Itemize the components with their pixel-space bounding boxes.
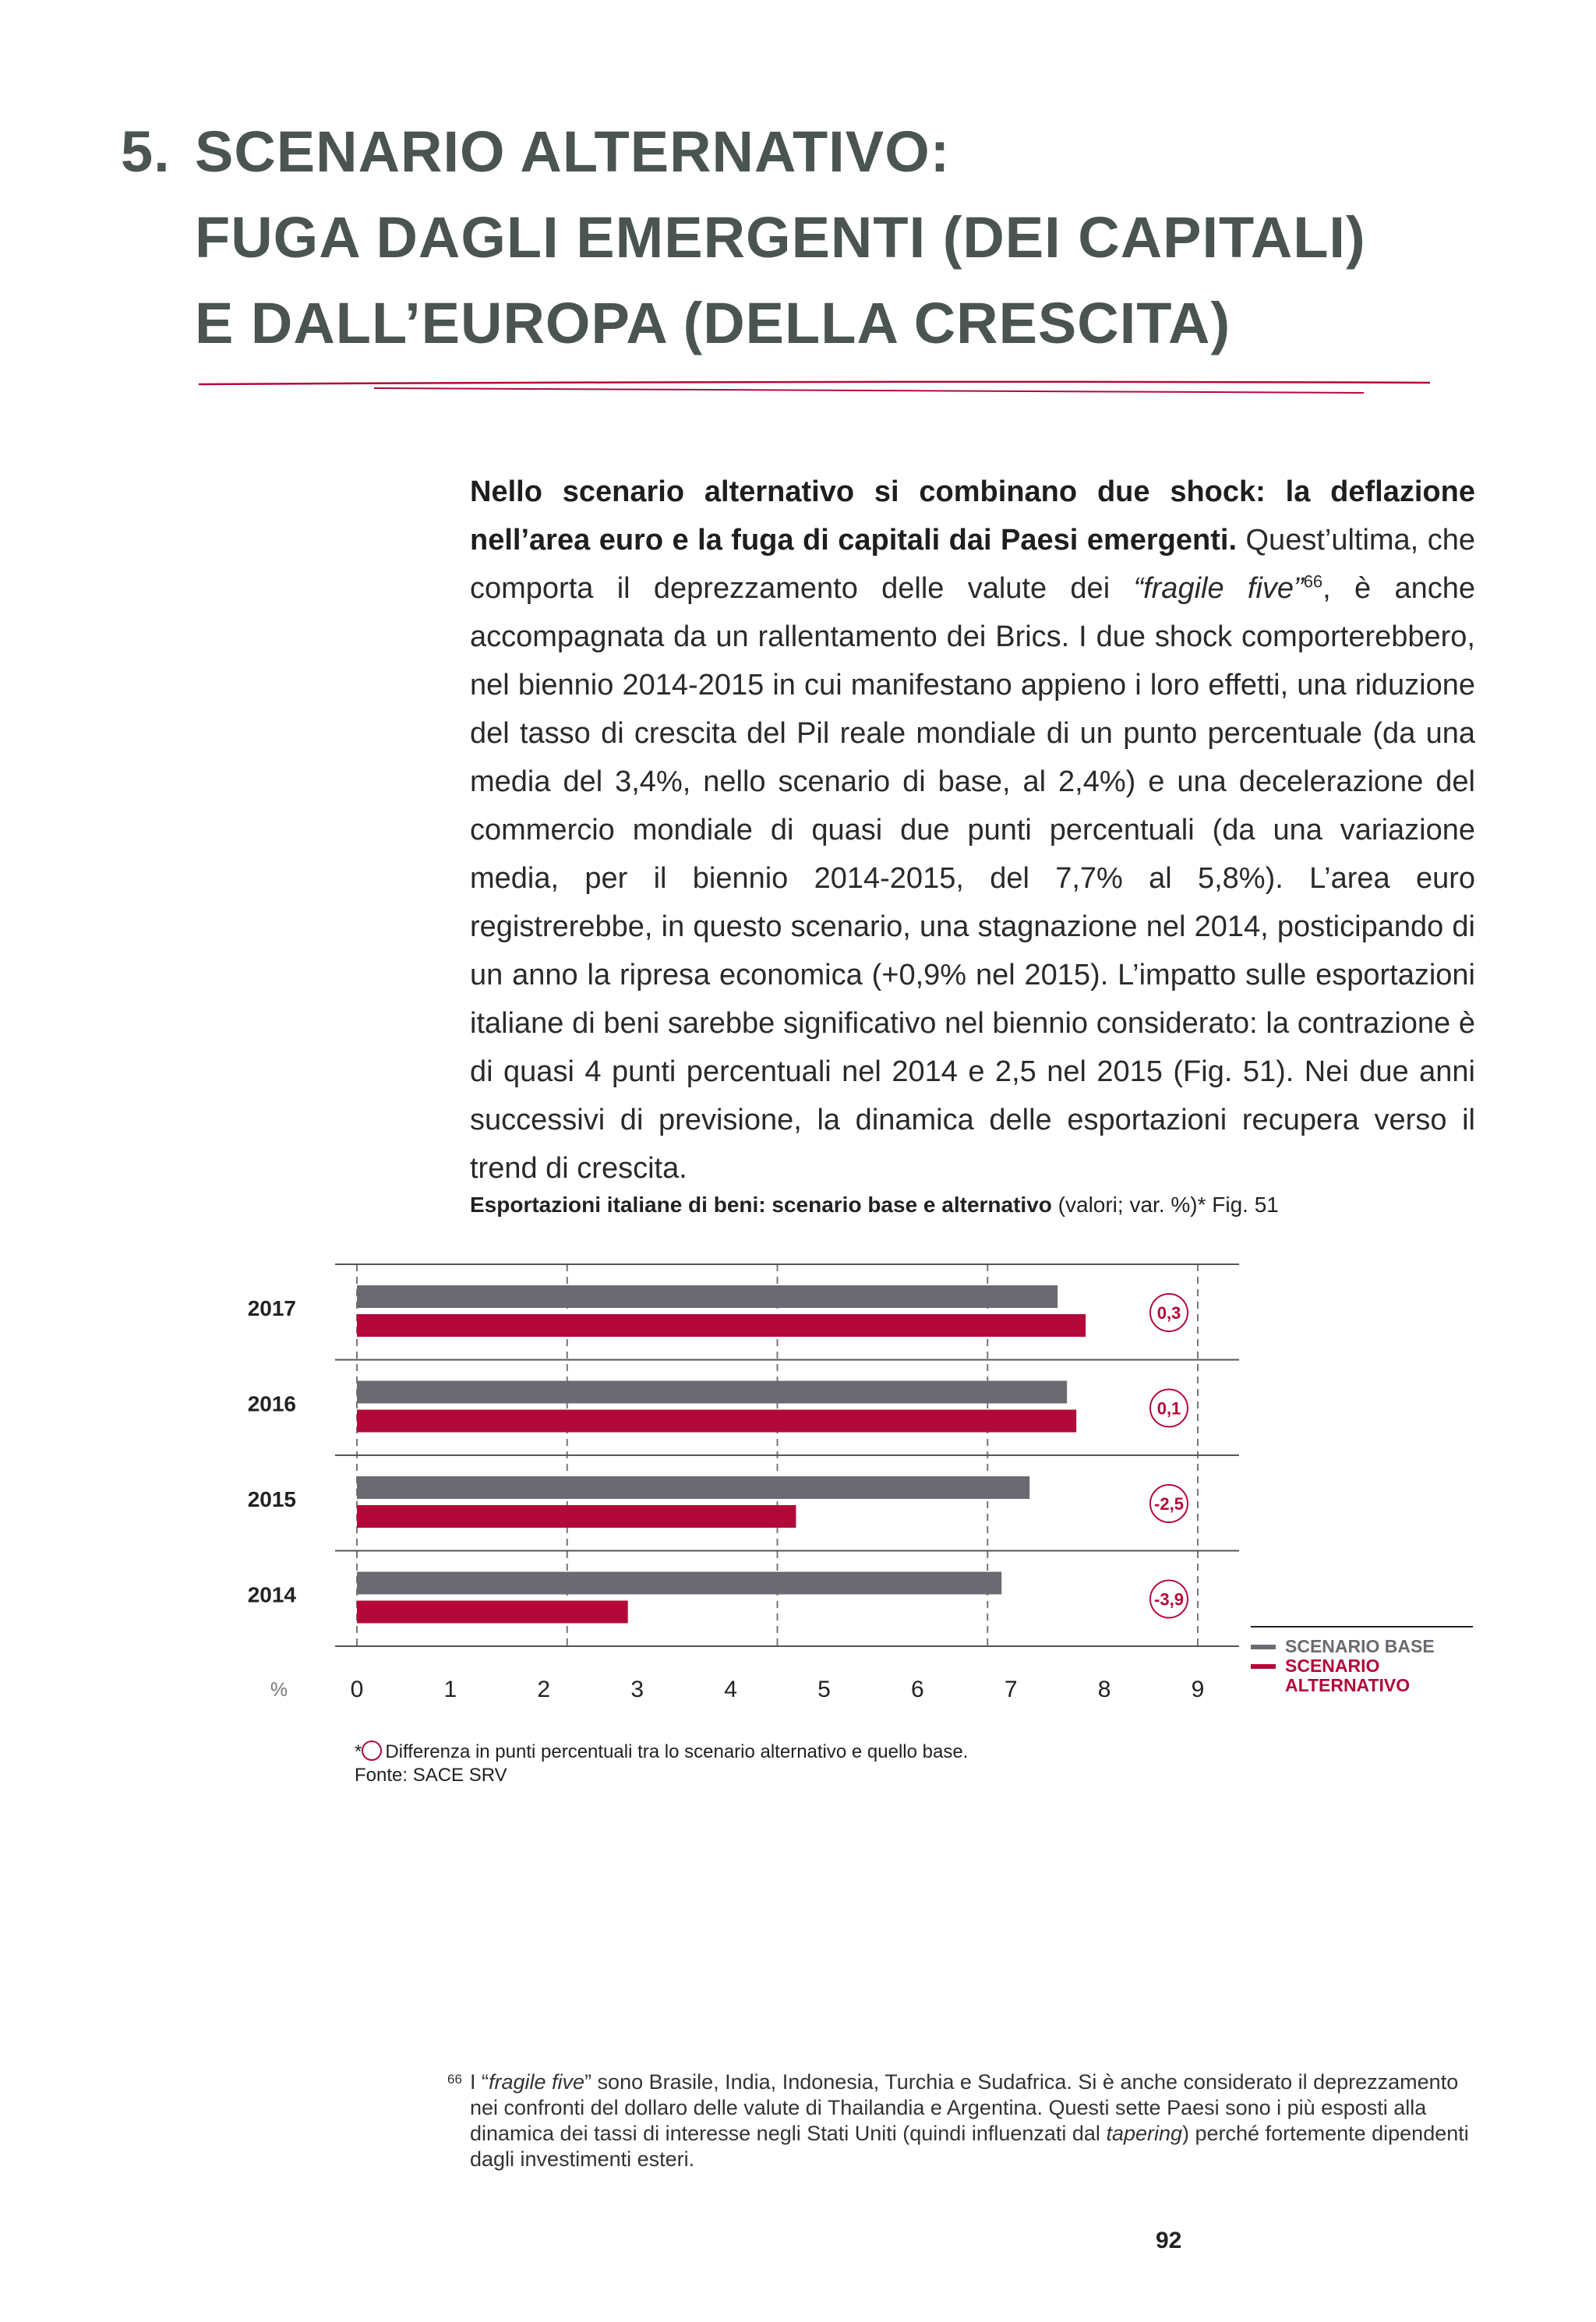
alt-bar [357,1314,1086,1337]
year-label: 2014 [247,1582,296,1607]
year-label: 2015 [247,1487,296,1511]
chart-legend [1251,1626,1473,1695]
x-tick-label: 8 [1097,1677,1111,1702]
x-tick-label: 1 [443,1677,457,1702]
body-paragraph: Nello scenario alternativo si combinano due shock: la deflazione nell’area euro e la fuga di capitali dai Paesi emergenti. Quest’ultima, che comporta il deprezzamento delle valute dei “fragile five”$^{66}$, è anche accompagnata da un rallentamento dei Brics. I due shock comporterebbero, nel biennio 2014-2015 in cui manifestano appieno i loro effetti, una riduzione del tasso di crescita del Pil reale mondiale di un punto percentuale (da una media del 3,4%, nello scenario di base, al 2,4%) e una decelerazione del commercio mondiale di quasi due punti percentuali (da una variazione media, per il biennio 2014-2015, del 7,7% al 5,8%). L’area euro registrerebbe, in questo scenario, una stagnazione nel 2014, posticipando di un anno la ripresa economica (+0,9% nel 2015). L’impatto sulle esportazioni italiane di beni sarebbe significativo nel biennio considerato: la contrazione è di quasi 4 punti percentuali nel 2014 e 2,5 nel 2015 (Fig. 51). Nei due anni successivi di previsione, la dinamica delle esportazioni recupera verso il trend di crescita. [470,475,1476,1185]
x-tick-label: 3 [630,1677,644,1702]
footnote-66: 66 I “fragile five” sono Brasile, India, Indonesia, Turchia e Sudafrica. Si è anche considerato il deprezzamento nei confronti del dollaro delle valute di Thailandia e Argentina. Questi sette Paesi sono i più esposti alla dinamica dei tassi di interesse negli Stati Uniti (quindi influenzati dal tapering) perché fortemente dipendenti dagli investimenti esteri. [470,2069,1483,2172]
year-label: 2016 [247,1391,296,1416]
difference-label: -3,9 [1154,1589,1184,1610]
x-tick-label: 6 [910,1677,924,1702]
alt-bar [357,1505,796,1528]
heading-number: 5. [121,119,171,184]
heading-line-1: 5. SCENARIO ALTERNATIVO: [121,109,1524,195]
x-tick-label: 2 [537,1677,551,1702]
base-bar [357,1572,1001,1595]
heading-line-2: FUGA DAGLI EMERGENTI (DEI CAPITALI) [195,205,1366,270]
footnote-reference[interactable]: 66 [1303,571,1323,592]
alt-bar [357,1410,1076,1433]
base-bar [357,1476,1029,1499]
chart-title: Esportazioni italiane di beni: scenario base e alternativo (valori; var. %)* Fig. 51 [470,1193,1279,1217]
x-tick-label: 9 [1191,1677,1205,1702]
difference-label: 0,3 [1156,1303,1181,1323]
difference-label: -2,5 [1154,1494,1184,1514]
footnote-number: 66 [447,2072,462,2087]
legend-swatch-base [1251,1645,1276,1649]
x-tick-label: 7 [1004,1677,1018,1702]
base-bar [357,1285,1058,1308]
legend-item-alt: SCENARIO ALTERNATIVO [1251,1656,1473,1695]
year-label: 2017 [247,1296,296,1320]
page-number: 92 [1156,2228,1182,2253]
legend-top-rule [1251,1626,1473,1628]
difference-label: 0,1 [1156,1398,1181,1419]
chart-notes [355,1741,968,1787]
body-lead: Nello scenario alternativo si combinano due shock: la deflazione nell’area euro e la fuga di capitali dai Paesi emergenti. [470,475,1475,557]
x-tick-label: 0 [350,1677,364,1702]
fragile-five-term: “fragile five” [1133,572,1304,605]
x-tick-label: 4 [724,1677,737,1702]
difference-note: * Differenza in punti percentuali tra lo scenario alternativo e quello base. [355,1741,969,1762]
legend-item-base: SCENARIO BASE [1251,1637,1473,1656]
source-note: Fonte: SACE SRV [355,1765,507,1786]
x-tick-label: 5 [817,1677,831,1702]
alt-bar [357,1601,628,1624]
base-bar [357,1381,1067,1404]
legend-swatch-alt [1251,1664,1276,1669]
heading-line-3: E DALL’EUROPA (DELLA CRESCITA) [195,291,1231,355]
x-axis-unit: % [270,1679,288,1701]
circle-icon [362,1741,382,1761]
